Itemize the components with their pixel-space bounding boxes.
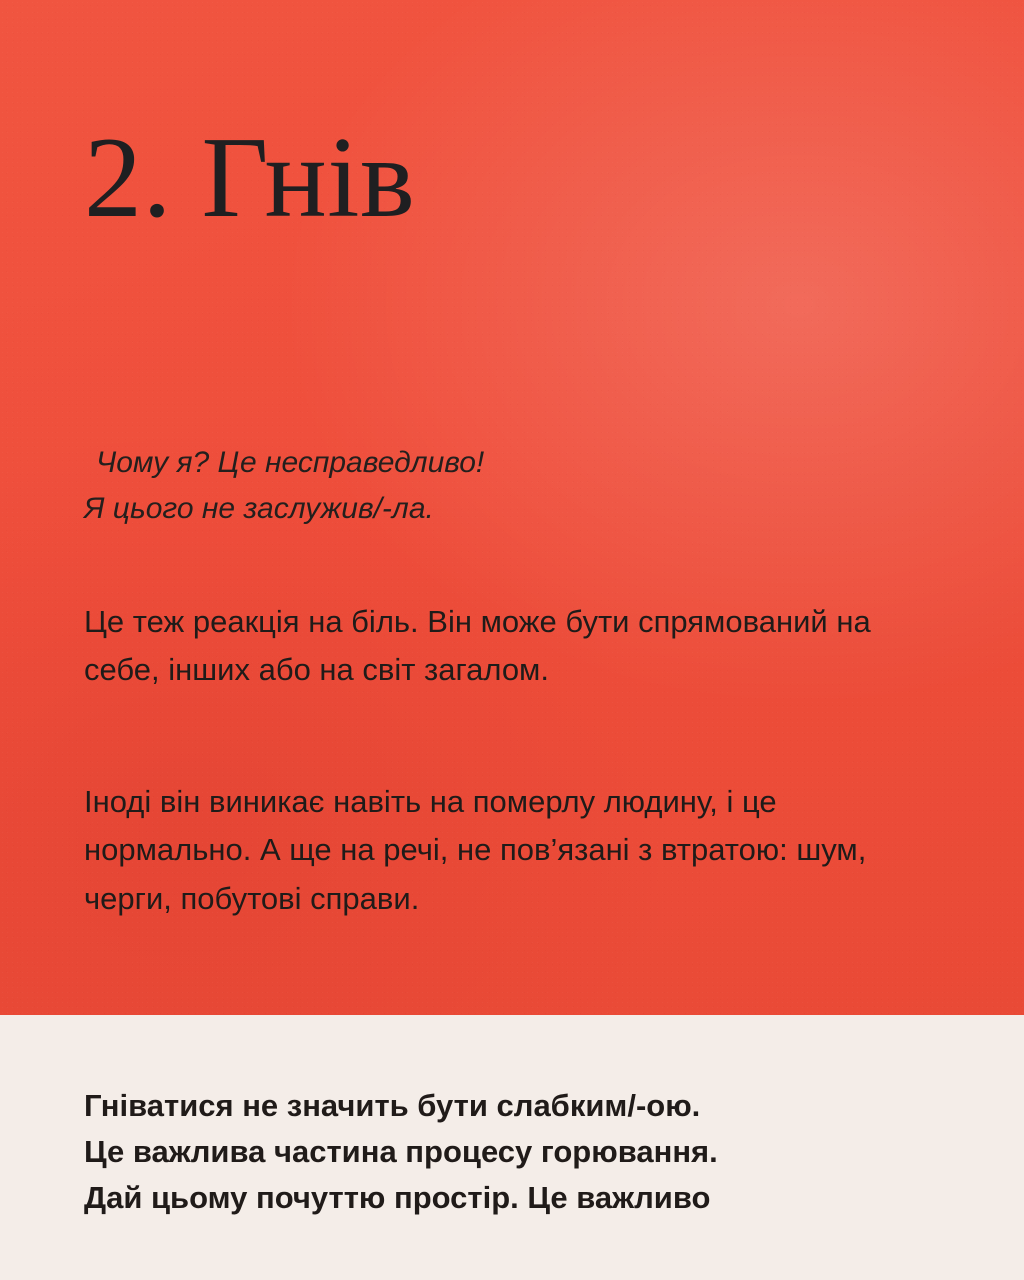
quote-block [84,440,914,531]
footer-text-block [84,1083,954,1221]
page-title: 2. Гнів [84,114,416,242]
footer-line-1: Гніватися не значить бути слабким/-ою. [84,1088,701,1123]
footer-line-2: Це важлива частина процесу горювання. [84,1133,718,1169]
quote-line-1: Чому я? Це несправедливо! [96,446,485,479]
bottom-panel [0,1015,1024,1280]
body-paragraph-2-container [84,778,944,923]
body-paragraph-1-container [84,598,944,695]
body-paragraph-2: Іноді він виникає навіть на померлу людину, і це нормально. А ще на речі, не пов’язані з втратою: шум, черги, побутові справи. [84,784,867,916]
quote-line-2: Я цього не заслужив/-ла. [84,491,434,525]
footer-line-3: Дай цьому почуттю простір. Це важливо [84,1179,711,1215]
body-paragraph-1: Це теж реакція на біль. Він може бути спрямований на себе, інших або на світ загалом. [84,604,871,688]
